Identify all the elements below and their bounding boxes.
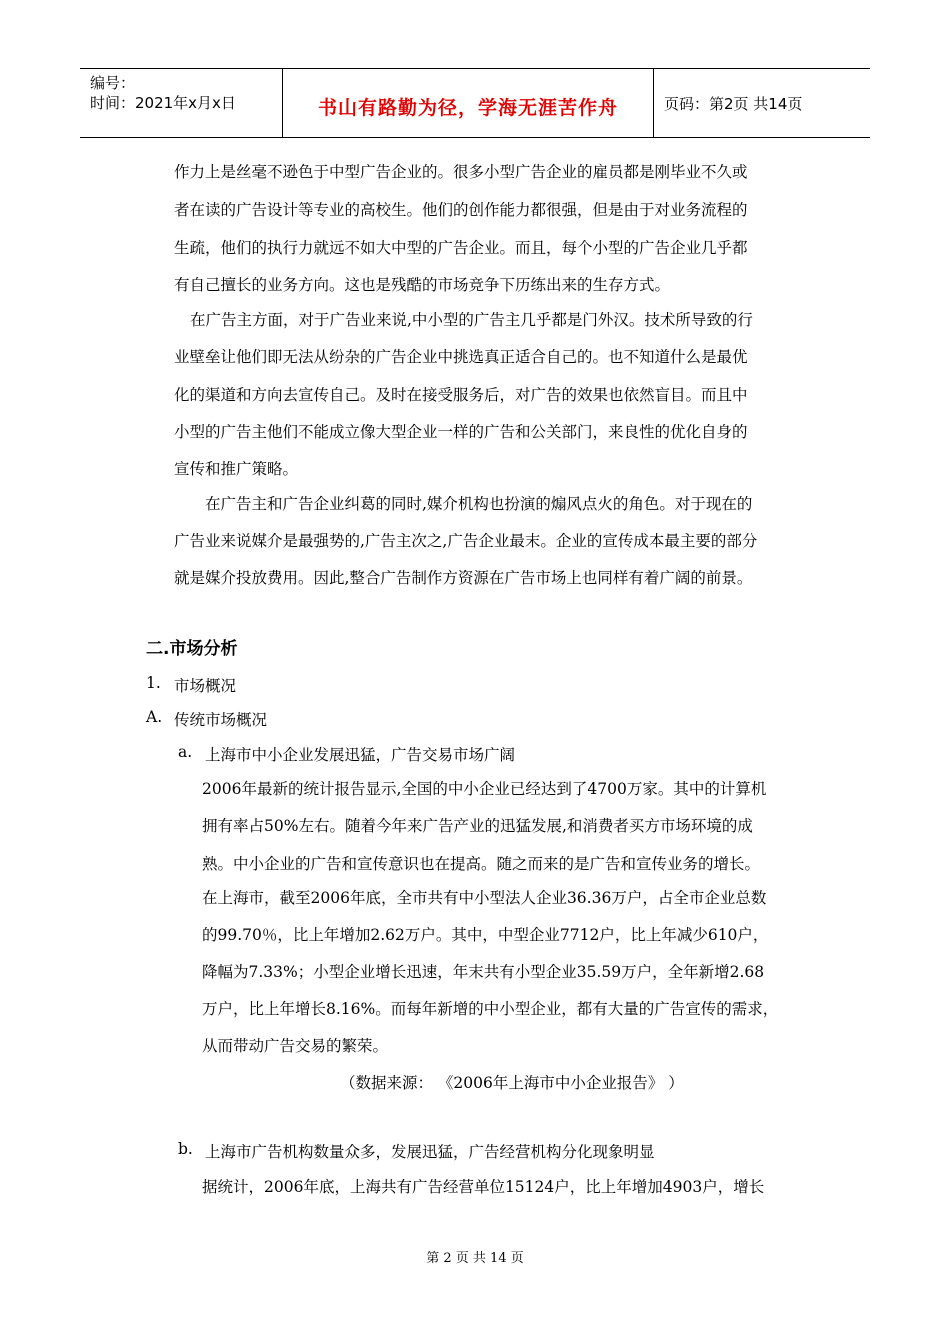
page-footer: 第 2 页 共 14 页 [426,1251,524,1266]
advertiser-line: 宣传和推广策略。 [174,460,299,478]
media-line: 就是媒介投放费用。因此,整合广告制作方资源在广告市场上也同样有着广阔的前景。 [174,569,753,587]
item-a-label: 上海市中小企业发展迅猛，广告交易市场广阔 [205,746,516,764]
item-a-line: 从而带动广告交易的繁荣。 [202,1037,389,1055]
intro-line: 有自己擅长的业务方向。这也是残酷的市场竞争下历练出来的生存方式。 [174,276,671,294]
item-a-line: 的99.70％，比上年增加2.62万户。其中，中型企业7712户，比上年减少610户， [202,926,769,944]
item-a-number: a. [178,743,193,761]
header-meta [80,69,282,137]
item-a-line: 2006年最新的统计报告显示,全国的中小企业已经达到了4700万家。其中的计算机 [202,780,767,798]
item-a-line: 拥有率占50%左右。随着今年来广告产业的迅猛发展,和消费者买方市场环境的成 [202,817,753,835]
item1-label: 市场概况 [174,677,237,695]
item-b-line: 据统计，2006年底，上海共有广告经营单位15124户，比上年增加4903户，增长 [202,1178,765,1196]
media-line: 在广告主和广告企业纠葛的同时,媒介机构也扮演的煽风点火的角色。对于现在的 [205,495,753,513]
item-a-line: 熟。中小企业的广告和宣传意识也在提高。随之而来的是广告和宣传业务的增长。 [202,855,761,873]
item-a-line: 在上海市，截至2006年底，全市共有中小型法人企业36.36万户，占全市企业总数 [202,889,767,907]
advertiser-line: 化的渠道和方向去宣传自己。及时在接受服务后，对广告的效果也依然盲目。而且中 [174,386,748,404]
item-a-line: 万户，比上年增长8.16%。而每年新增的中小型企业，都有大量的广告宣传的需求， [202,1000,779,1018]
item1-number: 1. [146,674,161,692]
intro-line: 者在读的广告设计等专业的高校生。他们的创作能力都很强，但是由于对业务流程的 [174,201,748,219]
media-line: 广告业来说媒介是最强势的,广告主次之,广告企业最末。企业的宣传成本最主要的部分 [174,532,758,550]
header-motto-cell [282,69,654,137]
header-page-info: 页码：第2页 共14页 [664,95,803,113]
page-header [80,68,870,138]
source-note: （数据来源： 《2006年上海市中小企业报告》 ） [340,1074,684,1092]
intro-line: 作力上是丝毫不逊色于中型广告企业的。很多小型广告企业的雇员都是刚毕业不久或 [174,163,748,181]
intro-line: 生疏，他们的执行力就远不如大中型的广告企业。而且，每个小型的广告企业几乎都 [174,239,748,257]
section-heading: 二.市场分析 [146,639,238,659]
advertiser-line: 业壁垒让他们即无法从纷杂的广告企业中挑选真正适合自己的。也不知道什么是最优 [174,348,748,366]
itemA-number: A. [146,708,163,726]
item-b-label: 上海市广告机构数量众多，发展迅猛，广告经营机构分化现象明显 [205,1143,655,1161]
time-label: 时间：2021年x月x日 [90,94,236,112]
advertiser-line: 小型的广告主他们不能成立像大型企业一样的广告和公关部门，来良性的优化自身的 [174,423,748,441]
item-b-number: b. [178,1140,193,1158]
motto-text: 书山有路勤为径，学海无涯苦作舟 [317,96,618,119]
itemA-label: 传统市场概况 [174,711,268,729]
number-label: 编号： [90,74,136,92]
advertiser-line: 在广告主方面，对于广告业来说,中小型的广告主几乎都是门外汉。技术所导致的行 [190,311,753,329]
item-a-line: 降幅为7.33%；小型企业增长迅速，年末共有小型企业35.59万户，全年新增2.68 [202,963,765,981]
